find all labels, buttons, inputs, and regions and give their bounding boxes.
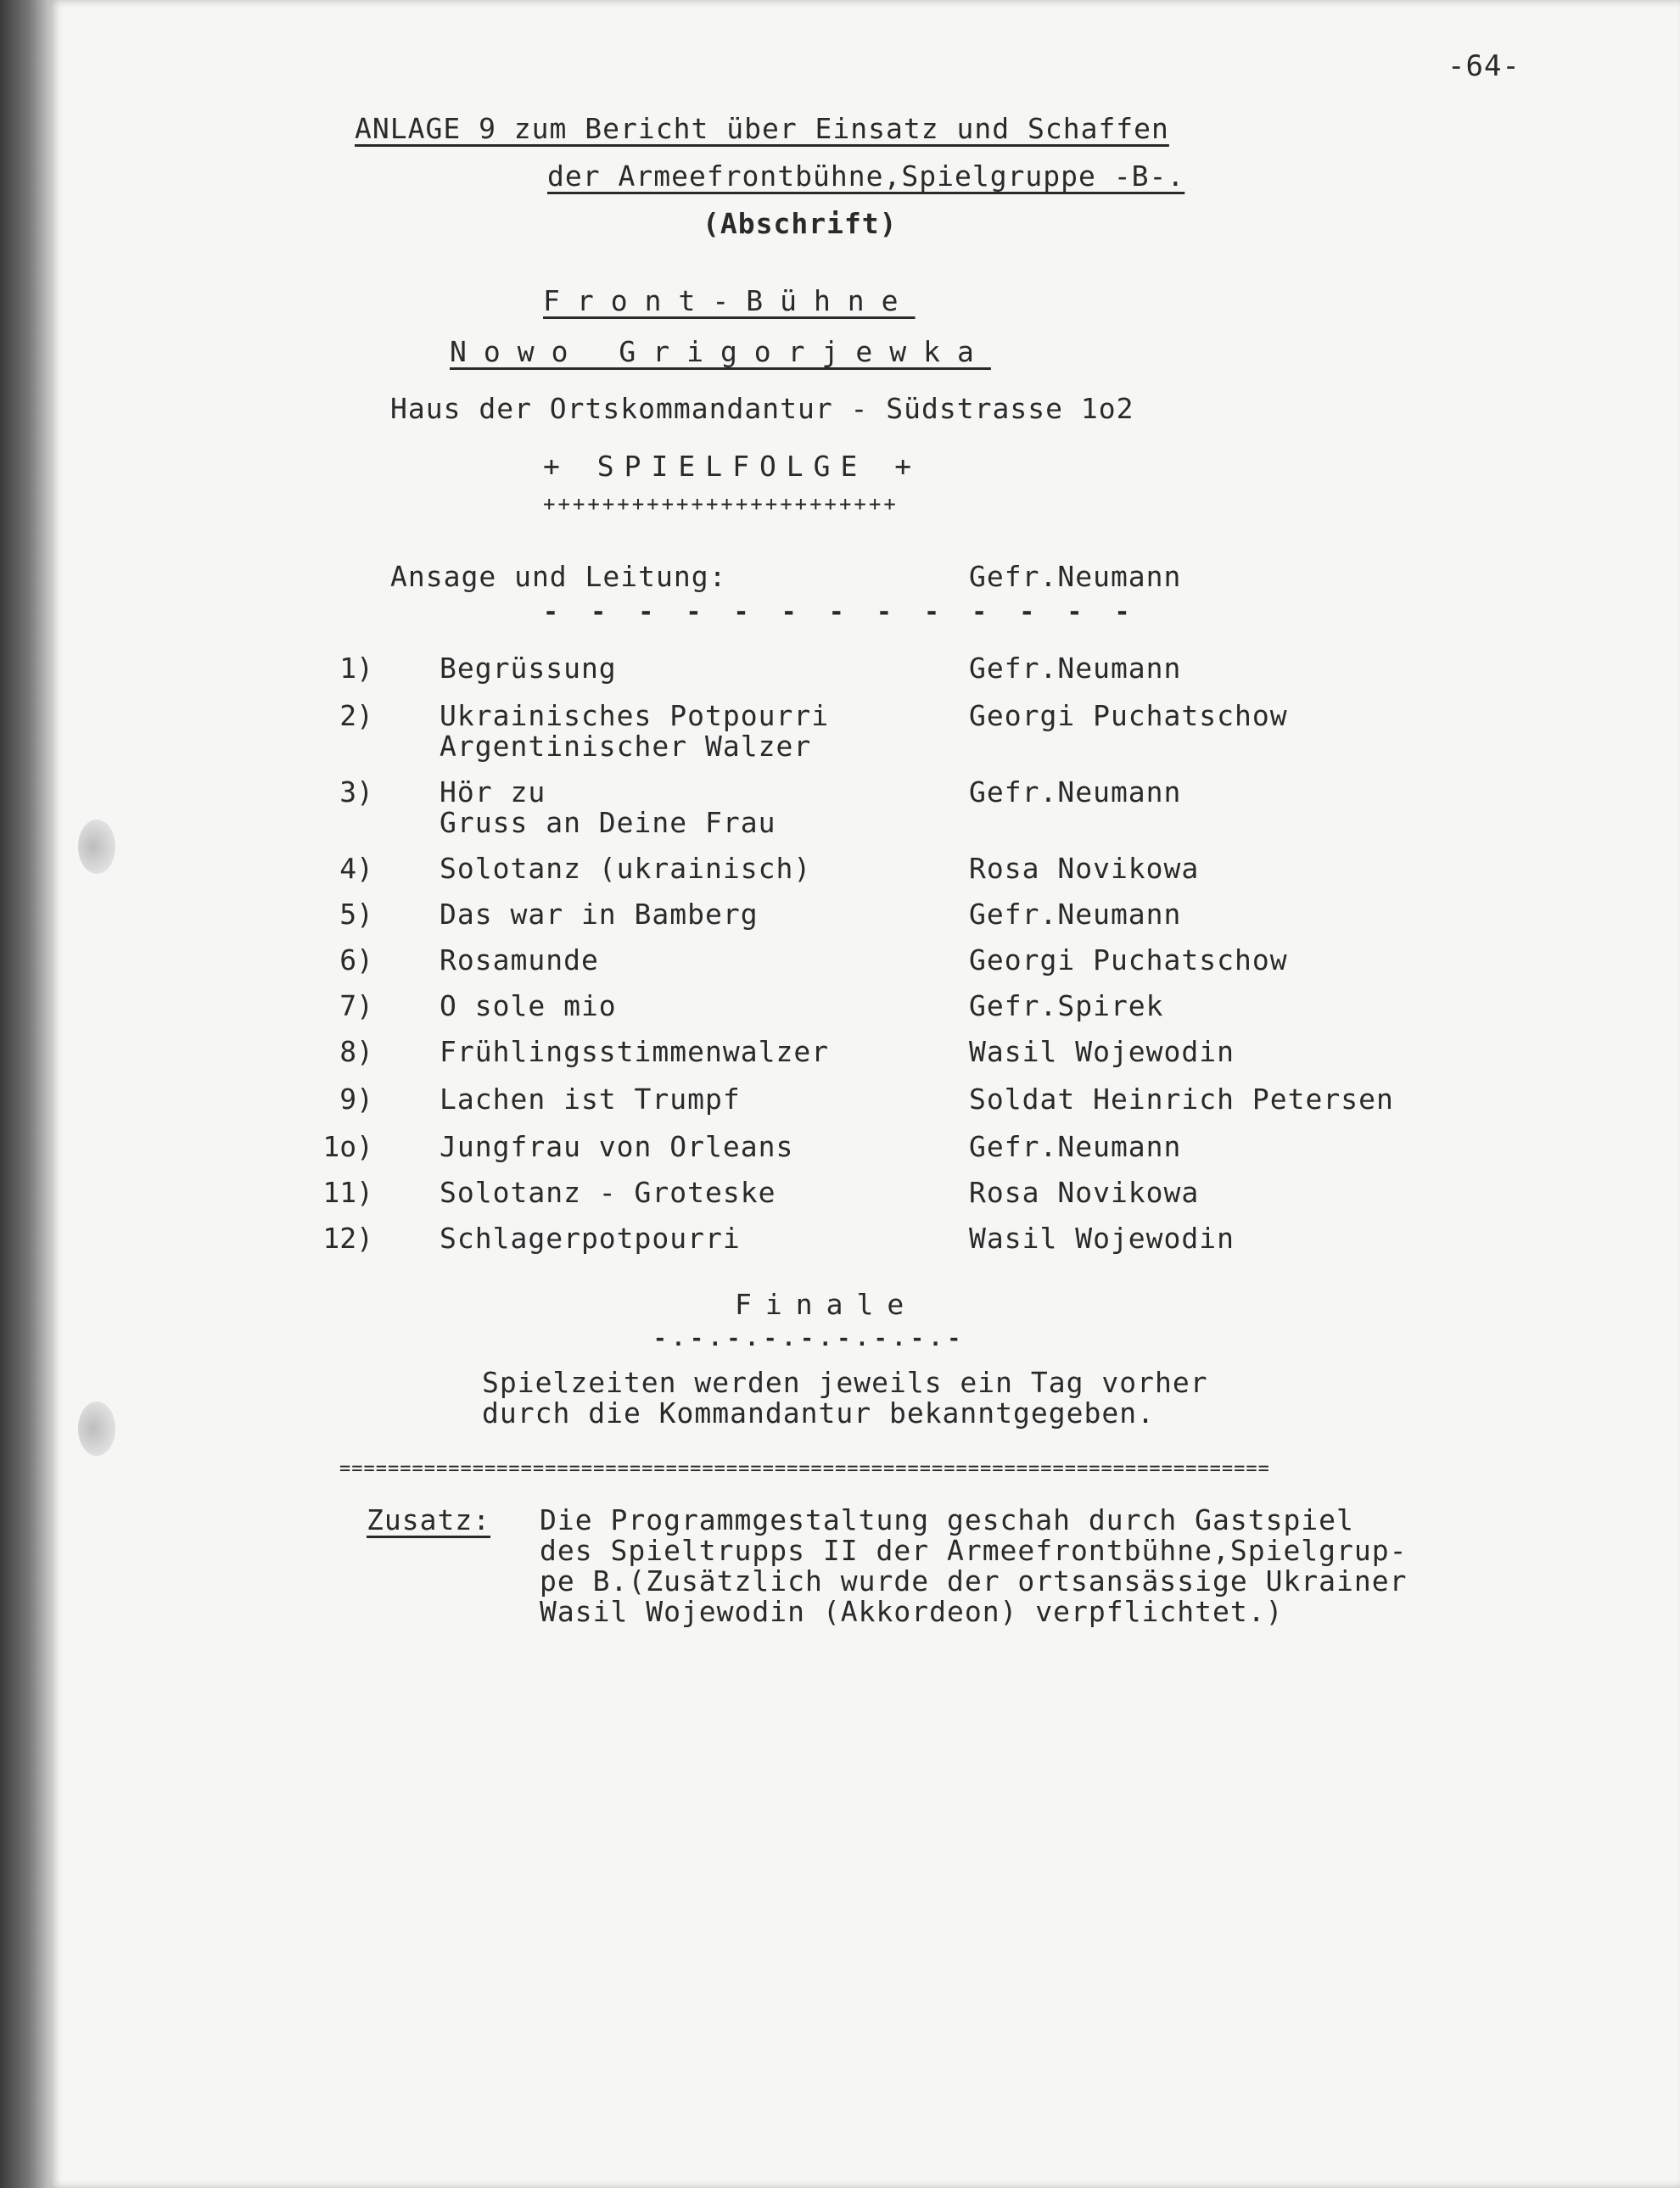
program-item-performer: Wasil Wojewodin <box>969 1222 1235 1255</box>
program-item-title: O sole mio <box>440 989 617 1022</box>
program-item-performer: Georgi Puchatschow <box>969 699 1288 732</box>
plus-rule: ++++++++++++++++++++++++ <box>543 492 899 516</box>
addendum-line-2: des Spieltrupps II der Armeefrontbühne,Spielgrup- <box>540 1534 1408 1567</box>
document-page <box>49 0 1680 2188</box>
program-item-title: Solotanz (ukrainisch) <box>440 852 812 885</box>
annex-heading-line-2: der Armeefrontbühne,Spielgruppe -B-. <box>547 159 1185 193</box>
venue-title-line-1: Front-Bühne <box>543 284 916 317</box>
punch-hole <box>78 1402 115 1456</box>
program-item-number: 3) <box>339 775 373 809</box>
program-heading: + SPIELFOLGE + <box>543 450 922 483</box>
dash-rule: - - - - - - - - - - - - - <box>543 597 1139 627</box>
program-item-number: 12) <box>322 1222 373 1255</box>
program-item-number: 8) <box>339 1035 373 1068</box>
page-number: -64- <box>1448 49 1520 83</box>
program-item-title: Rosamunde <box>440 943 599 976</box>
program-item-performer: Gefr.Spirek <box>969 989 1164 1022</box>
program-item-title: Hör zu <box>440 775 546 809</box>
finale-title: Finale <box>735 1288 918 1321</box>
program-item-number: 2) <box>339 699 373 732</box>
program-item-title: Begrüssung <box>440 652 617 685</box>
addendum-line-3: pe B.(Zusätzlich wurde der ortsansässige Ukrainer <box>540 1564 1408 1598</box>
program-item-performer: Gefr.Neumann <box>969 652 1182 685</box>
annex-heading-line-3: (Abschrift) <box>703 207 898 240</box>
program-item-title-continued: Gruss an Deine Frau <box>440 806 776 839</box>
equals-divider: ============================================================================= <box>339 1458 1270 1480</box>
punch-hole <box>78 820 115 874</box>
program-item-title-continued: Argentinischer Walzer <box>440 730 812 763</box>
annex-heading-line-1: ANLAGE 9 zum Bericht über Einsatz und Schaffen <box>355 112 1169 145</box>
program-item-title: Frühlingsstimmenwalzer <box>440 1035 830 1068</box>
program-item-title: Solotanz - Groteske <box>440 1176 776 1209</box>
program-item-title: Schlagerpotpourri <box>440 1222 741 1255</box>
program-item-number: 5) <box>339 898 373 931</box>
program-item-title: Jungfrau von Orleans <box>440 1130 794 1163</box>
program-item-number: 7) <box>339 989 373 1022</box>
program-item-performer: Rosa Novikowa <box>969 852 1200 885</box>
program-item-number: 9) <box>339 1083 373 1116</box>
venue-title-line-2: Nowo Grigorjewka <box>450 335 991 368</box>
schedule-note-line-2: durch die Kommandantur bekanntgegeben. <box>482 1396 1155 1430</box>
venue-address: Haus der Ortskommandantur - Südstrasse 1o2 <box>390 392 1134 425</box>
host-name: Gefr.Neumann <box>969 560 1182 593</box>
program-item-performer: Georgi Puchatschow <box>969 943 1288 976</box>
program-item-number: 1o) <box>322 1130 373 1163</box>
addendum-line-4: Wasil Wojewodin (Akkordeon) verpflichtet.) <box>540 1595 1284 1628</box>
program-item-performer: Wasil Wojewodin <box>969 1035 1235 1068</box>
addendum-label: Zusatz: <box>367 1503 491 1536</box>
program-item-title: Das war in Bamberg <box>440 898 759 931</box>
scan-edge <box>0 0 53 2188</box>
program-item-number: 4) <box>339 852 373 885</box>
program-item-title: Ukrainisches Potpourri <box>440 699 830 732</box>
program-item-performer: Gefr.Neumann <box>969 898 1182 931</box>
program-item-performer: Rosa Novikowa <box>969 1176 1200 1209</box>
program-item-performer: Soldat Heinrich Petersen <box>969 1083 1394 1116</box>
host-label: Ansage und Leitung: <box>390 560 727 593</box>
program-item-number: 1) <box>339 652 373 685</box>
addendum-line-1: Die Programmgestaltung geschah durch Gastspiel <box>540 1503 1354 1536</box>
program-item-number: 11) <box>322 1176 373 1209</box>
program-item-performer: Gefr.Neumann <box>969 1130 1182 1163</box>
program-item-performer: Gefr.Neumann <box>969 775 1182 809</box>
program-item-title: Lachen ist Trumpf <box>440 1083 741 1116</box>
finale-rule: -.-.-.-.-.-.-.-.- <box>653 1326 966 1351</box>
program-item-number: 6) <box>339 943 373 976</box>
schedule-note-line-1: Spielzeiten werden jeweils ein Tag vorher <box>482 1366 1208 1399</box>
